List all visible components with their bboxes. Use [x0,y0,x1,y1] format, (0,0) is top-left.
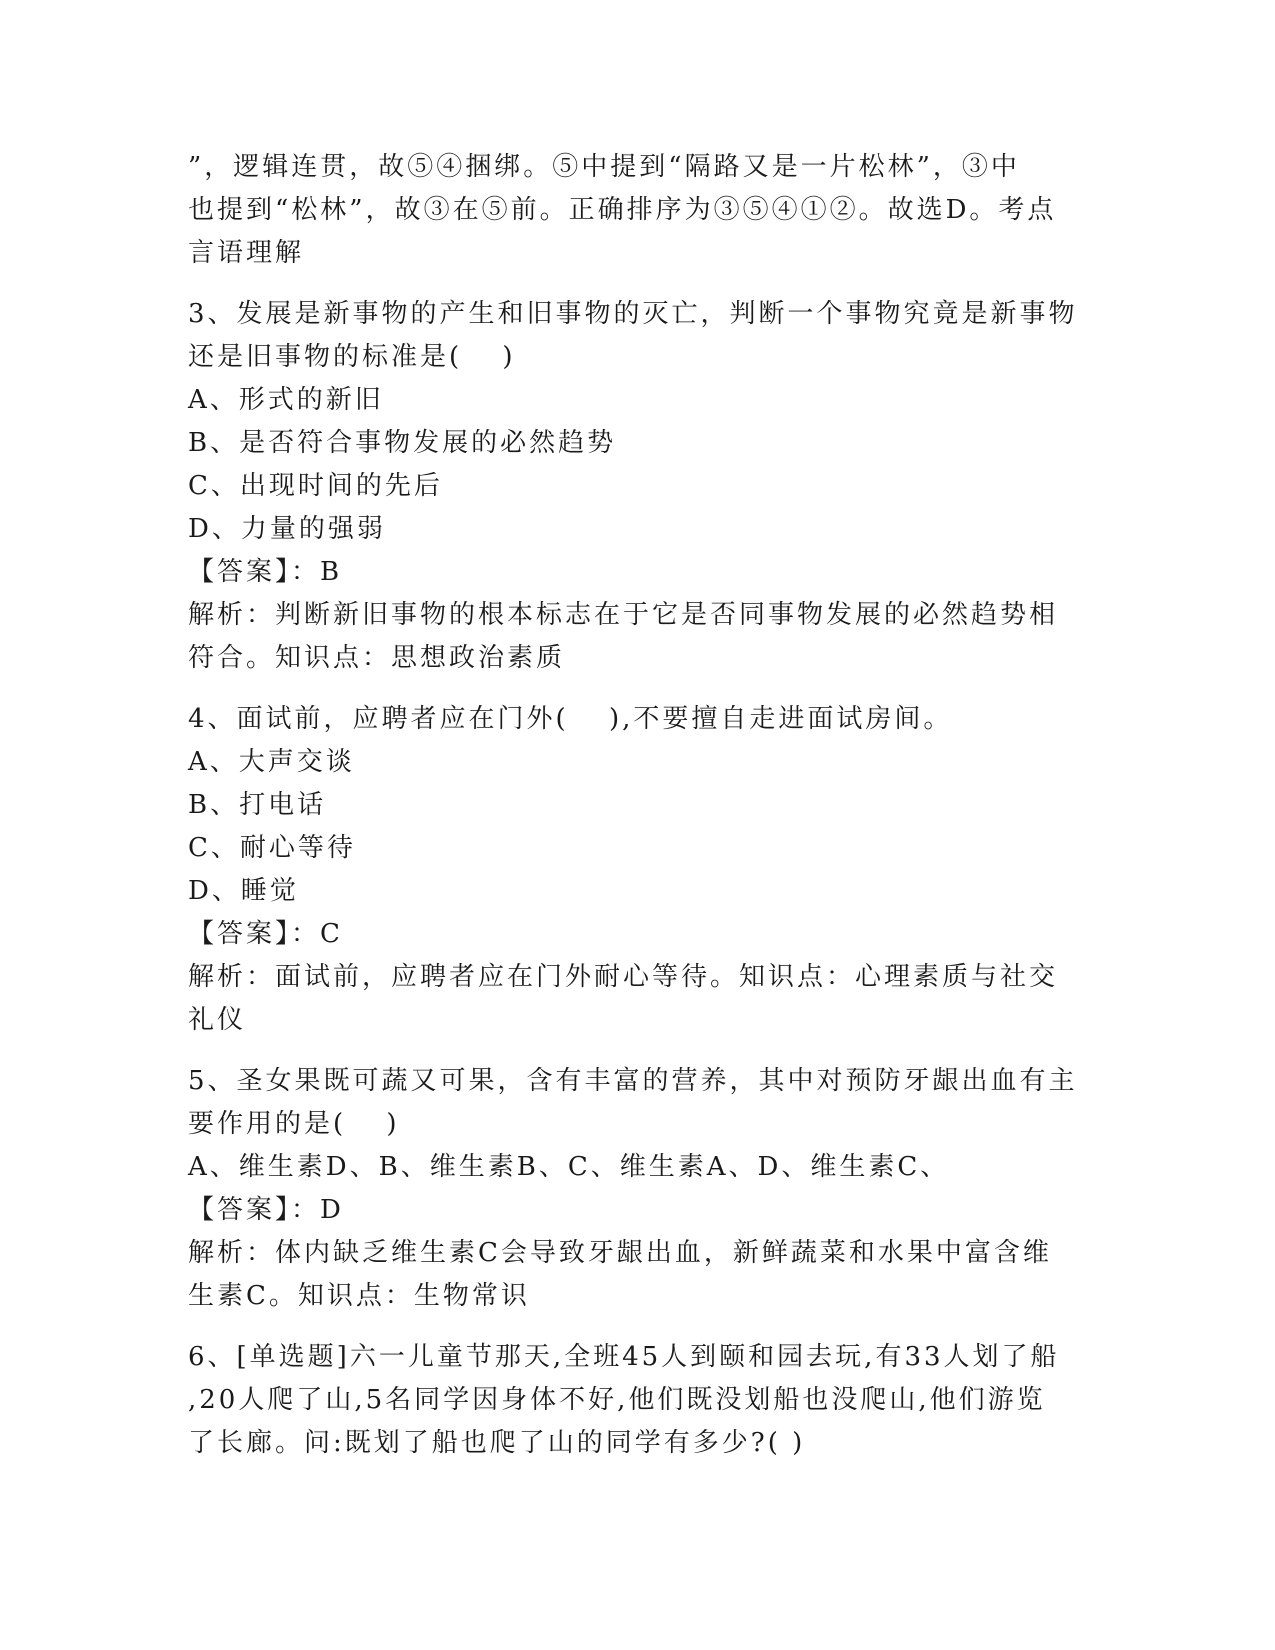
page-content [188,146,1088,1465]
continuation-line: 言语理解 [188,238,305,268]
analysis: 生素C。知识点：生物常识 [188,1281,530,1311]
spacer [188,1042,1088,1060]
question-6 [188,1336,1088,1465]
continuation-paragraph [188,146,1088,275]
question-stem: 还是旧事物的标准是( ) [188,342,516,372]
answer: 【答案】：D [188,1195,344,1225]
question-stem: 4、面试前，应聘者应在门外( ),不要擅自走进面试房间。 [188,704,953,734]
continuation-line: ”，逻辑连贯，故⑤④捆绑。⑤中提到“隔路又是一片松林”，③中 [188,152,1020,182]
option-c: C、耐心等待 [188,833,356,863]
option-c: C、出现时间的先后 [188,471,443,501]
question-4 [188,698,1088,1042]
analysis: 解析：判断新旧事物的根本标志在于它是否同事物发展的必然趋势相 [188,600,1059,630]
option-d: D、睡觉 [188,876,299,906]
option-a: A、形式的新旧 [188,385,384,415]
question-stem: 6、[单选题]六一儿童节那天,全班45人到颐和园去玩,有33人划了船 [188,1342,1060,1372]
analysis: 解析：面试前，应聘者应在门外耐心等待。知识点：心理素质与社交 [188,962,1059,992]
option-b: B、是否符合事物发展的必然趋势 [188,428,617,458]
answer: 【答案】：C [188,919,343,949]
spacer [188,680,1088,698]
analysis: 礼仪 [188,1005,247,1035]
question-stem: 3、发展是新事物的产生和旧事物的灭亡，判断一个事物究竟是新事物 [188,299,1078,329]
option-b: B、打电话 [188,790,327,820]
question-stem: ,20人爬了山,5名同学因身体不好,他们既没划船也没爬山,他们游览 [188,1385,1046,1415]
question-stem: 了长廊。问:既划了船也爬了山的同学有多少?( ) [188,1428,806,1458]
question-stem: 要作用的是( ) [188,1109,400,1139]
answer: 【答案】：B [188,557,343,587]
question-5 [188,1060,1088,1318]
analysis: 符合。知识点：思想政治素质 [188,643,566,673]
analysis: 解析：体内缺乏维生素C会导致牙龈出血，新鲜蔬菜和水果中富含维 [188,1238,1052,1268]
spacer [188,1318,1088,1336]
question-stem: 5、圣女果既可蔬又可果，含有丰富的营养，其中对预防牙龈出血有主 [188,1066,1078,1096]
question-3 [188,293,1088,680]
spacer [188,275,1088,293]
continuation-line: 也提到“松林”，故③在⑤前。正确排序为③⑤④①②。故选D。考点 [188,195,1057,225]
option-a: A、大声交谈 [188,747,355,777]
options-line: A、维生素D、B、维生素B、C、维生素A、D、维生素C、 [188,1152,950,1182]
option-d: D、力量的强弱 [188,514,386,544]
